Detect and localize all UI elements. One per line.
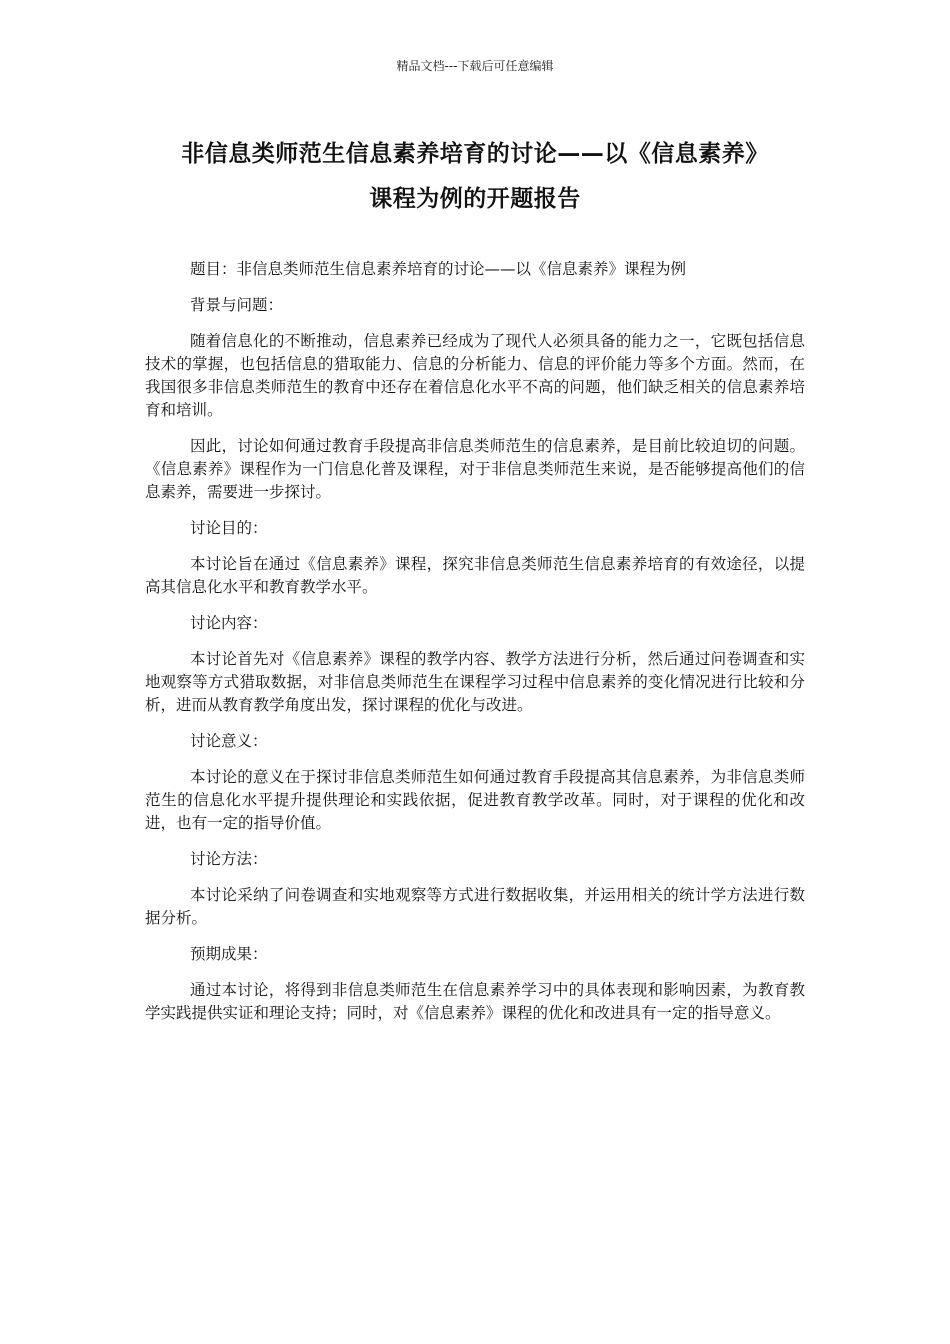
page-header-note: 精品文档---下载后可任意编辑 xyxy=(396,59,554,73)
document-title xyxy=(120,132,830,222)
significance-paragraph: 本讨论的意义在于探讨非信息类师范生如何通过教育手段提高其信息素养，为非信息类师范生的信息化水平提升提供理论和实践依据，促进教育教学改革。同时，对于课程的优化和改进，也有一定的指导价值。 xyxy=(145,768,805,832)
topic-line: 题目：非信息类师范生信息素养培育的讨论——以《信息素养》课程为例 xyxy=(189,260,686,278)
background-paragraph-1: 随着信息化的不断推动，信息素养已经成为了现代人必须具备的能力之一，它既包括信息技术的掌握，也包括信息的猎取能力、信息的分析能力、信息的评价能力等多个方面。然而，在我国很多非信息类师范生的教育中还存在着信息化水平不高的问题，他们缺乏相关的信息素养培育和培训。 xyxy=(145,332,805,419)
document-title-line-1: 非信息类师范生信息素养培育的讨论——以《信息素养》 xyxy=(181,141,769,167)
content-paragraph: 本讨论首先对《信息素养》课程的教学内容、教学方法进行分析，然后通过问卷调查和实地观察等方式猎取数据，对非信息类师范生在课程学习过程中信息素养的变化情况进行比较和分析，进而从教育教学角度出发，探讨课程的优化与改进。 xyxy=(145,650,805,714)
document-body xyxy=(145,258,805,1038)
outcome-paragraph: 通过本讨论，将得到非信息类师范生在信息素养学习中的具体表现和影响因素，为教育教学实践提供实证和理论支持；同时，对《信息素养》课程的优化和改进具有一定的指导意义。 xyxy=(145,981,805,1022)
purpose-paragraph: 本讨论旨在通过《信息素养》课程，探究非信息类师范生信息素养培育的有效途径，以提高其信息化水平和教育教学水平。 xyxy=(145,555,805,596)
method-label: 讨论方法： xyxy=(189,850,268,868)
outcome-label: 预期成果： xyxy=(189,945,268,963)
purpose-label: 讨论目的： xyxy=(189,519,268,537)
content-label: 讨论内容： xyxy=(189,614,268,632)
background-label: 背景与问题： xyxy=(189,296,283,314)
method-paragraph: 本讨论采纳了问卷调查和实地观察等方式进行数据收集，并运用相关的统计学方法进行数据分析。 xyxy=(145,886,805,927)
significance-label: 讨论意义： xyxy=(189,732,268,750)
background-paragraph-2: 因此，讨论如何通过教育手段提高非信息类师范生的信息素养，是目前比较迫切的问题。《信息素养》课程作为一门信息化普及课程，对于非信息类师范生来说，是否能够提高他们的信息素养，需要进一步探讨。 xyxy=(145,437,805,501)
document-title-line-2: 课程为例的开题报告 xyxy=(369,186,581,212)
